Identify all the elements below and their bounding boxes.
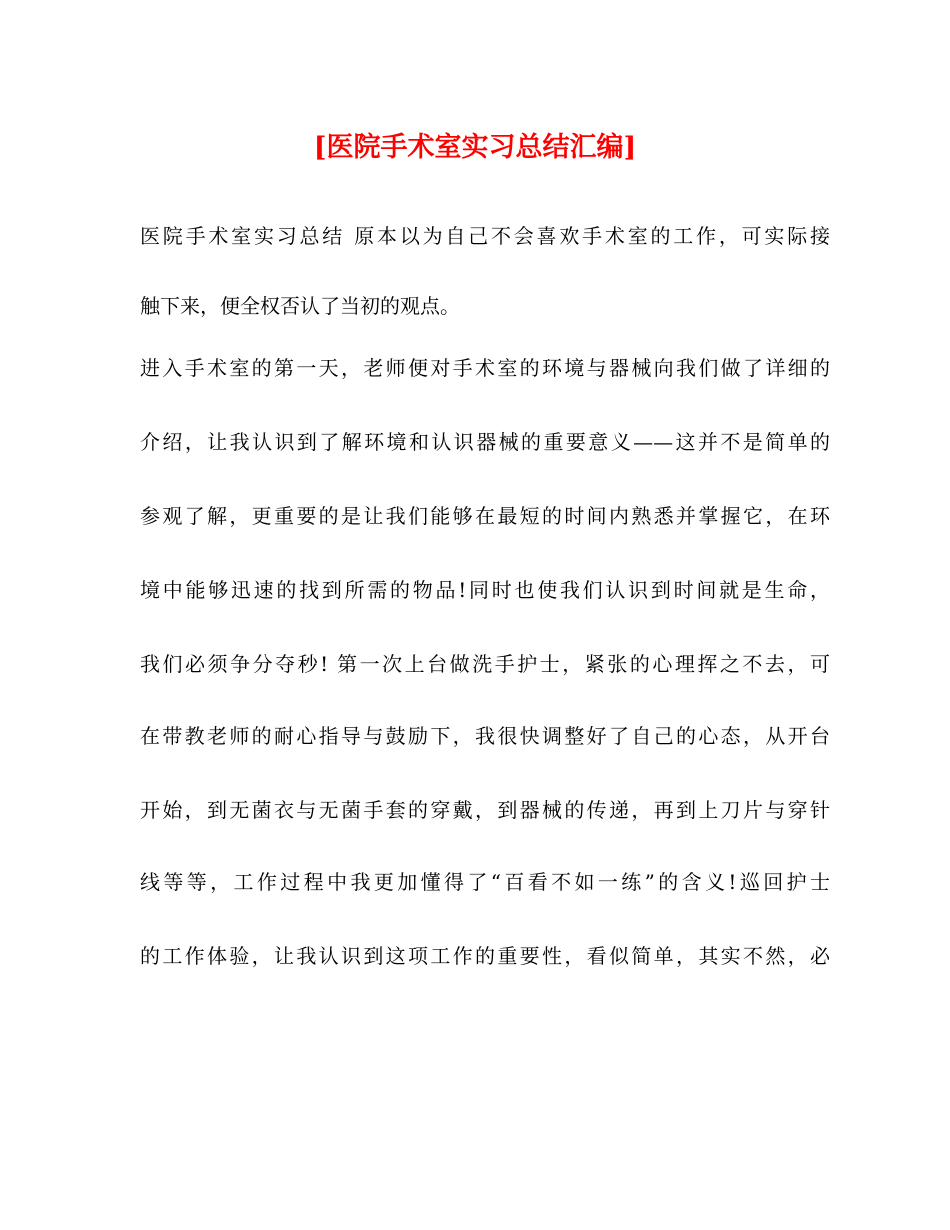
body-line: 我们必须争分夺秒! 第一次上台做洗手护士，紧张的心理挥之不去，可 (140, 652, 830, 676)
body-line: 在带教老师的耐心指导与鼓励下，我很快调整好了自己的心态，从开台 (140, 724, 830, 748)
body-line: 的工作体验，让我认识到这项工作的重要性，看似简单，其实不然，必 (140, 944, 830, 968)
body-line: 进入手术室的第一天，老师便对手术室的环境与器械向我们做了详细的 (140, 356, 830, 380)
body-line: 线等等，工作过程中我更加懂得了“百看不如一练”的含义!巡回护士 (140, 870, 830, 894)
body-line: 开始，到无菌衣与无菌手套的穿戴，到器械的传递，再到上刀片与穿针 (140, 798, 830, 822)
body-line: 参观了解，更重要的是让我们能够在最短的时间内熟悉并掌握它，在环 (140, 504, 830, 528)
document-title: [医院手术室实习总结汇编] (313, 132, 637, 163)
body-line: 介绍，让我认识到了解环境和认识器械的重要意义——这并不是简单的 (140, 430, 830, 454)
body-line: 触下来，便全权否认了当初的观点。 (140, 294, 460, 318)
body-line: 境中能够迅速的找到所需的物品!同时也使我们认识到时间就是生命， (140, 578, 830, 602)
body-line: 医院手术室实习总结 原本以为自己不会喜欢手术室的工作，可实际接 (140, 224, 830, 248)
